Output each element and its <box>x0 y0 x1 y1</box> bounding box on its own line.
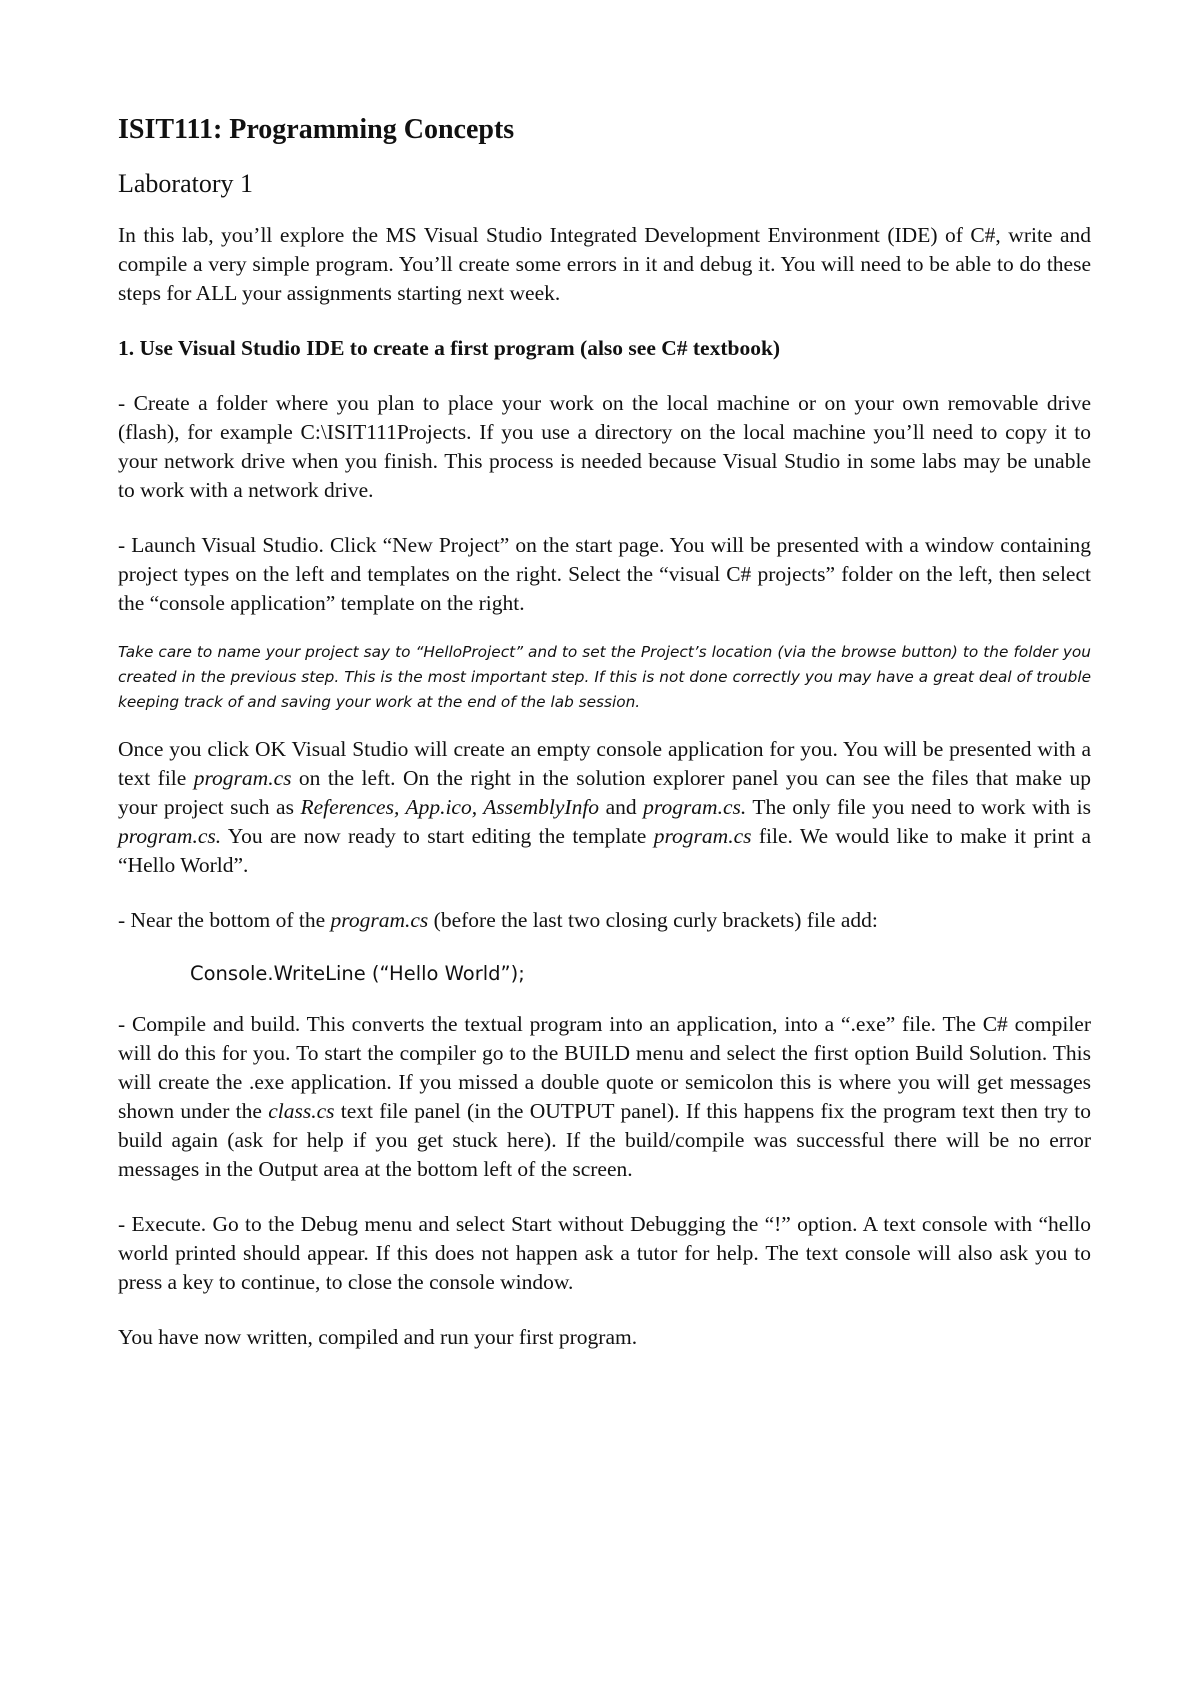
filename-program-cs: program.cs <box>330 908 429 932</box>
text-segment: - Near the bottom of the <box>118 908 331 932</box>
step-launch-visual-studio: - Launch Visual Studio. Click “New Project” on the start page. You will be presented with a window containing project types on the left and templates on the right. Select the “visual C# projects” folder on the left, then select the “console application” template on the right. <box>118 533 1091 615</box>
intro-paragraph: In this lab, you’ll explore the MS Visual Studio Integrated Development Environment (IDE) of C#, write and compile a very simple program. You’ll create some errors in it and debug it. You will need to be able to do these steps for ALL your assignments starting next week. <box>118 223 1091 305</box>
step-execute: - Execute. Go to the Debug menu and select Start without Debugging the “!” option. A text console with “hello world printed should appear. If this does not happen ask a tutor for help. The text console will also ask you to press a key to continue, to close the console window. <box>118 1212 1091 1294</box>
important-note: Take care to name your project say to “HelloProject” and to set the Project’s location (via the browse button) to the folder you created in the previous step. This is the most important step. If this is not done correctly you may have a great deal of trouble keeping track of and saving your work at the end of the lab session. <box>118 643 1091 711</box>
step-add-code <box>118 906 1091 935</box>
step-create-folder: - Create a folder where you plan to place your work on the local machine or on your own removable drive (flash), for example C:\ISIT111Projects. If you use a directory on the local machine you’ll need to copy it to your network drive when you finish. This process is needed because Visual Studio in some labs may be unable to work with a network drive. <box>118 391 1091 502</box>
text-segment: You are now ready to start editing the template <box>221 824 654 848</box>
text-segment: file. We would like to make it print a “Hello World”. <box>118 824 1091 877</box>
filename-class-cs: class.cs <box>268 1099 335 1123</box>
document-content <box>118 112 1091 1378</box>
project-files-list: References, App.ico, AssemblyInfo <box>300 795 600 819</box>
text-segment: Once you click OK Visual Studio will create an empty console application for you. You will be presented with a text file <box>118 737 1091 790</box>
filename-program-cs: program.cs. <box>643 795 747 819</box>
text-segment: (before the last two closing curly brackets) file add: <box>428 908 878 932</box>
filename-program-cs: program.cs <box>653 824 752 848</box>
text-segment: text file panel (in the OUTPUT panel). If this happens fix the program text then try to build again (ask for help if you get stuck here). If the build/compile was successful there will be no error messages in the Output area at the bottom left of the screen. <box>118 1099 1091 1181</box>
filename-program-cs: program.cs. <box>118 824 222 848</box>
document-subtitle: Laboratory 1 <box>118 169 254 198</box>
step-compile <box>118 1010 1091 1184</box>
code-snippet: Console.WriteLine (“Hello World”); <box>190 962 525 985</box>
filename-program-cs: program.cs <box>193 766 292 790</box>
once-paragraph <box>118 735 1091 880</box>
section-heading: 1. Use Visual Studio IDE to create a first program (also see C# textbook) <box>118 336 781 360</box>
text-segment: The only file you need to work with is <box>746 795 1092 819</box>
text-segment: on the left. On the right in the solution explorer panel you can see the files that make up your project such as <box>118 766 1091 819</box>
text-segment: and <box>599 795 644 819</box>
document-title: ISIT111: Programming Concepts <box>118 114 515 145</box>
text-segment: - Compile and build. This converts the textual program into an application, into a “.exe” file. The C# compiler will do this for you. To start the compiler go to the BUILD menu and select the first option Build Solution. This will create the .exe application. If you missed a double quote or semicolon this is where you will get messages shown under the <box>118 1012 1091 1123</box>
closing-paragraph: You have now written, compiled and run your first program. <box>118 1325 638 1349</box>
